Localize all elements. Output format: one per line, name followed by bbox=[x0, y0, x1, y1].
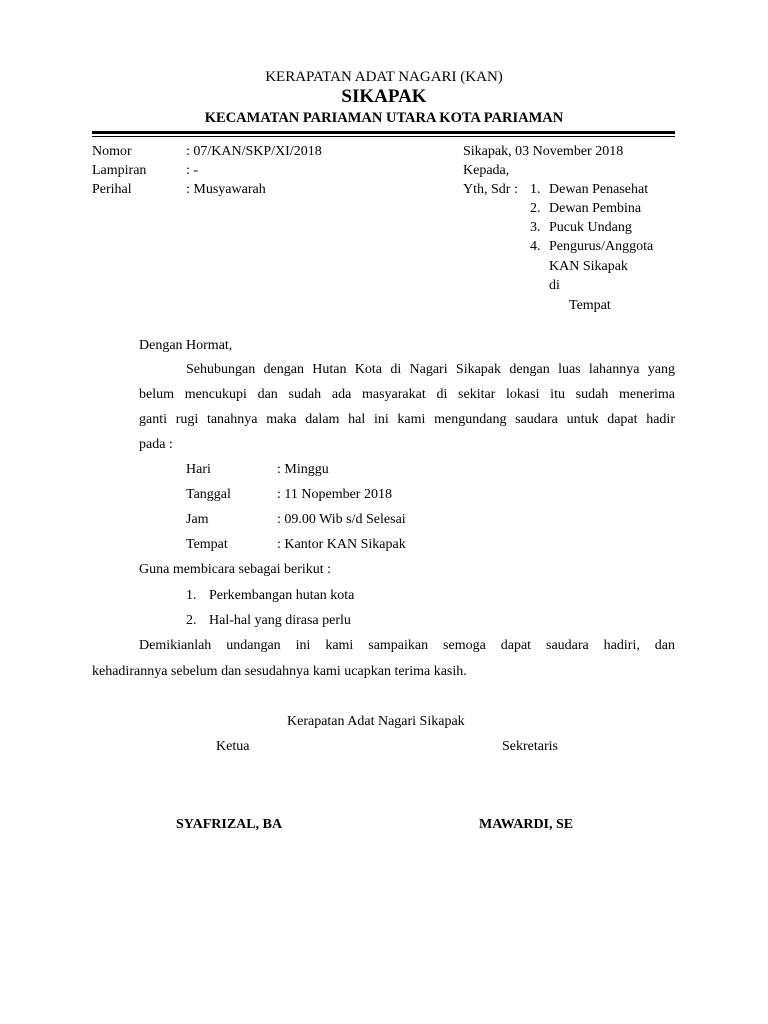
recipient-tempat: Tempat bbox=[569, 298, 611, 313]
closing-line: kehadirannya sebelum dan sesudahnya kami ucapkan terima kasih. bbox=[92, 664, 467, 679]
place-date: Sikapak, 03 November 2018 bbox=[463, 144, 624, 159]
kepada: Kepada, bbox=[463, 163, 510, 178]
schedule-value: : Kantor KAN Sikapak bbox=[277, 537, 406, 552]
header-thin-rule bbox=[92, 136, 675, 137]
header-thick-rule bbox=[92, 131, 675, 134]
schedule-label: Jam bbox=[186, 512, 209, 527]
body-paragraph-line: Sehubungan dengan Hutan Kota di Nagari Sikapak dengan luas lahannya yang bbox=[186, 362, 675, 377]
header-district: KECAMATAN PARIAMAN UTARA KOTA PARIAMAN bbox=[204, 110, 564, 126]
perihal-label: Perihal bbox=[92, 182, 132, 197]
body-paragraph-line: ganti rugi tanahnya maka dalam hal ini kami mengundang saudara untuk dapat hadir bbox=[139, 412, 675, 427]
agenda-intro: Guna membicara sebagai berikut : bbox=[139, 562, 332, 577]
nomor-value: : 07/KAN/SKP/XI/2018 bbox=[186, 144, 322, 159]
schedule-value: : 11 Nopember 2018 bbox=[277, 487, 392, 502]
greeting: Dengan Hormat, bbox=[139, 338, 233, 353]
recipient-num-4: 4. bbox=[530, 239, 541, 254]
recipient-num-3: 3. bbox=[530, 220, 541, 235]
agenda-num-1: 1. bbox=[186, 588, 197, 603]
recipient-num-2: 2. bbox=[530, 201, 541, 216]
lampiran-value: : - bbox=[186, 163, 199, 178]
recipient-di: di bbox=[549, 278, 560, 293]
recipient-item-4: Pengurus/Anggota bbox=[549, 239, 654, 254]
schedule-label: Tempat bbox=[186, 537, 228, 552]
schedule-label: Tanggal bbox=[186, 487, 231, 502]
agenda-item-1: Perkembangan hutan kota bbox=[209, 588, 355, 603]
header-nagari-name: SIKAPAK bbox=[341, 86, 427, 107]
recipient-num-1: 1. bbox=[530, 182, 541, 197]
signature-left-name: SYAFRIZAL, BA bbox=[176, 817, 283, 832]
body-paragraph-line: belum mencukupi dan sudah ada masyarakat di sekitar lokasi itu sudah menerima bbox=[139, 387, 675, 402]
body-paragraph-line: pada : bbox=[139, 437, 173, 452]
recipient-item-4-cont: KAN Sikapak bbox=[549, 259, 628, 274]
header-org-name: KERAPATAN ADAT NAGARI (KAN) bbox=[265, 69, 503, 85]
recipient-item-3: Pucuk Undang bbox=[549, 220, 632, 235]
schedule-value: : 09.00 Wib s/d Selesai bbox=[277, 512, 406, 527]
nomor-label: Nomor bbox=[92, 144, 132, 159]
recipient-item-2: Dewan Pembina bbox=[549, 201, 642, 216]
perihal-value: : Musyawarah bbox=[186, 182, 266, 197]
yth-prefix: Yth, Sdr : bbox=[463, 182, 518, 197]
schedule-value: : Minggu bbox=[277, 462, 329, 477]
recipient-item-1: Dewan Penasehat bbox=[549, 182, 649, 197]
schedule-label: Hari bbox=[186, 462, 211, 477]
signature-right-name: MAWARDI, SE bbox=[479, 817, 574, 832]
lampiran-label: Lampiran bbox=[92, 163, 147, 178]
signature-org: Kerapatan Adat Nagari Sikapak bbox=[287, 714, 465, 729]
agenda-item-2: Hal-hal yang dirasa perlu bbox=[209, 613, 351, 628]
closing-line: Demikianlah undangan ini kami sampaikan semoga dapat saudara hadiri, dan bbox=[139, 638, 675, 653]
signature-left-title: Ketua bbox=[216, 739, 250, 754]
agenda-num-2: 2. bbox=[186, 613, 197, 628]
signature-right-title: Sekretaris bbox=[502, 739, 558, 754]
